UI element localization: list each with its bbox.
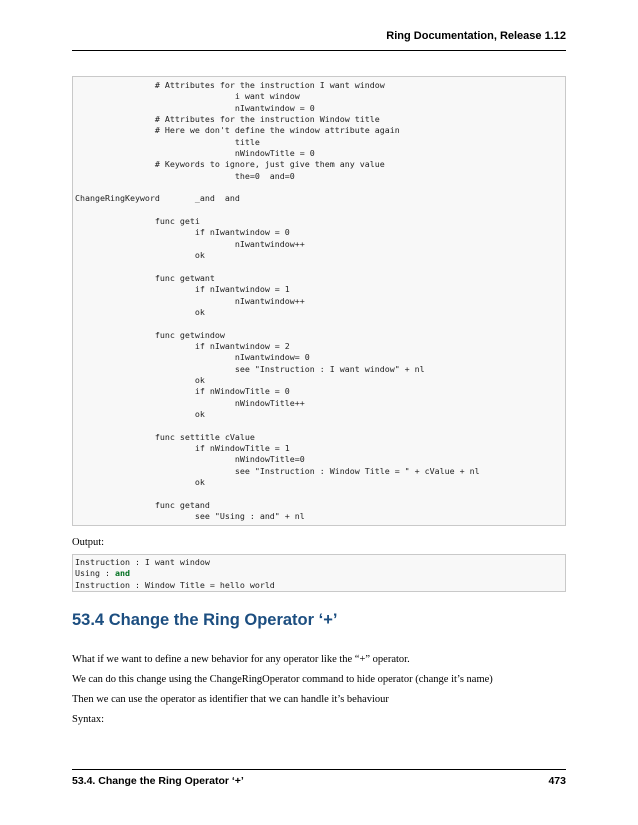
code-line: ok — [75, 250, 205, 261]
code-line: func getwant — [75, 272, 215, 283]
page-header: Ring Documentation, Release 1.12 — [386, 30, 566, 42]
footer-page-number: 473 — [548, 775, 566, 787]
code-line: nWindowTitle++ — [75, 397, 305, 408]
output-label: Output: — [72, 537, 105, 548]
output-line-2-keyword: and — [114, 568, 130, 579]
code-line: ChangeRingKeyword _and and — [75, 193, 240, 204]
code-line: func getand — [75, 499, 210, 510]
code-line: nIwantwindow++ — [75, 295, 305, 306]
code-line: nIwantwindow= 0 — [75, 352, 310, 363]
code-line: ok — [75, 408, 205, 419]
code-line: nIwantwindow++ — [75, 238, 305, 249]
code-line: # Keywords to ignore, just give them any value — [75, 159, 385, 170]
code-line: func settitle cValue — [75, 431, 255, 442]
footer-rule — [72, 769, 566, 770]
code-block-output — [72, 554, 566, 592]
code-line: if nIwantwindow = 2 — [75, 340, 290, 351]
code-line: if nIwantwindow = 0 — [75, 227, 290, 238]
code-line: # Attributes for the instruction Window title — [75, 114, 380, 125]
code-line: nIwantwindow = 0 — [75, 102, 315, 113]
paragraph-1: What if we want to define a new behavior for any operator like the “+” operator. — [72, 654, 410, 665]
output-line-1: Instruction : I want window — [75, 557, 210, 567]
code-line: see "Instruction : I want window" + nl — [75, 363, 425, 374]
code-line: ok — [75, 477, 205, 488]
paragraph-3: Then we can use the operator as identifier that we can handle it’s behaviour — [72, 694, 389, 705]
code-block-ring-program — [72, 76, 566, 526]
section-heading: 53.4 Change the Ring Operator ‘+’ — [72, 611, 338, 629]
code-line: if nWindowTitle = 0 — [75, 386, 290, 397]
code-line: ok — [75, 374, 205, 385]
output-line-3: Instruction : Window Title = hello world — [75, 579, 275, 590]
footer-section-title: 53.4. Change the Ring Operator ‘+’ — [72, 775, 244, 787]
code-text — [73, 77, 565, 522]
output-text — [73, 555, 565, 591]
code-line: nWindowTitle=0 — [75, 454, 305, 465]
code-line: the=0 and=0 — [75, 170, 295, 181]
paragraph-syntax: Syntax: — [72, 714, 105, 725]
code-line: see "Using : and" + nl — [75, 511, 305, 522]
code-line: title — [75, 136, 260, 147]
code-line: see "Instruction : Window Title = " + cValue + nl — [75, 465, 480, 476]
header-rule — [72, 50, 566, 51]
code-line: ok — [75, 306, 205, 317]
code-line: i want window — [75, 91, 300, 102]
code-line: nWindowTitle = 0 — [75, 148, 315, 159]
code-line: func geti — [75, 216, 200, 227]
code-line: func getwindow — [75, 329, 225, 340]
output-line-2-prefix: Using : — [75, 568, 115, 579]
code-line: if nWindowTitle = 1 — [75, 443, 290, 453]
code-line: if nIwantwindow = 1 — [75, 284, 290, 295]
code-line: # Attributes for the instruction I want window — [75, 80, 385, 90]
paragraph-2: We can do this change using the ChangeRingOperator command to hide operator (change it’s name) — [72, 674, 493, 685]
code-line: # Here we don't define the window attribute again — [75, 125, 400, 136]
